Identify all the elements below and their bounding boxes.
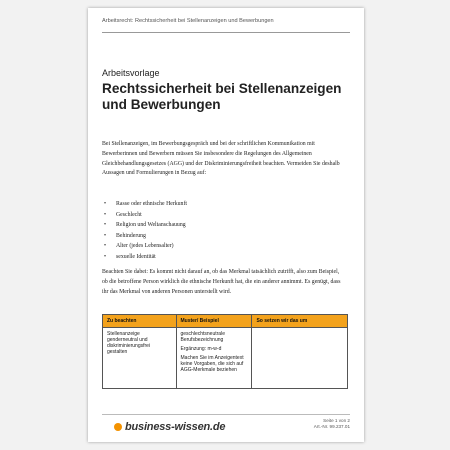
brand-dot-icon (114, 423, 122, 431)
list-item-text: Geschlecht (116, 211, 142, 218)
document-page (88, 8, 364, 442)
page-info (314, 418, 350, 430)
list-item-text: Religion und Weltanschauung (116, 222, 186, 229)
table-cell-implementation[interactable] (252, 328, 348, 389)
article-number: Art.-Nr. 99.237.01 (313, 424, 350, 429)
example-line: Machen Sie im Anzeigentext keine Vorgaben, die sich auf AGG-Merkmale beziehen (180, 355, 244, 373)
header-divider (102, 32, 350, 33)
example-line: Ergänzung: m-w-d (180, 346, 222, 352)
bullet-icon: • (104, 243, 107, 250)
document-title: Rechtssicherheit bei Stellenanzeigen und Bewerbungen (102, 81, 342, 112)
brand-logo (114, 421, 225, 433)
footer-divider (102, 414, 350, 415)
column-header: Zu beachten (103, 315, 177, 328)
running-header: Arbeitsrecht: Rechtssicherheit bei Stellenanzeigen und Bewerbungen (102, 18, 274, 24)
intro-paragraph: Bei Stellenanzeigen, im Bewerbungsgespräch und bei der schriftlichen Kommunikation mit Bewerberinnen und Bewerbern müssen Sie insbesondere die Regelungen des Allgemeinen Gleichbehandlungsgesetzes (AGG) und der Diskriminierungsfreiheit beachten. Vermeiden Sie deshalb Aussagen und Formulierungen in Bezug auf: (102, 141, 340, 177)
table-cell-example (176, 328, 252, 389)
note-paragraph: Beachten Sie dabei: Es kommt nicht darauf an, ob das Merkmal tatsächlich zutrifft, also zum Beispiel, ob die betroffene Person wirklich die ethnische Herkunft hat, die ein anderer annimmt. Es genügt, dass ihr das Merkmal von anderen Personen unterstellt wird. (102, 269, 341, 295)
document-kicker: Arbeitsvorlage (102, 68, 160, 78)
list-item-text: Rasse oder ethnische Herkunft (116, 201, 187, 207)
bullet-icon: • (104, 253, 107, 260)
bullet-icon: • (104, 211, 107, 218)
example-line: geschlechtsneutrale Berufsbezeichnung (180, 331, 225, 343)
list-item-text: Alter (jedes Lebensalter) (116, 243, 174, 250)
list-item (102, 199, 302, 210)
criteria-list (102, 199, 302, 263)
list-item (102, 252, 302, 263)
brand-name: business-wissen.de (125, 421, 226, 433)
table-row (103, 328, 348, 389)
checklist-table (102, 314, 348, 389)
list-item-text: sexuelle Identität (116, 253, 156, 260)
page-number: Seite 1 von 2 (323, 418, 350, 423)
list-item (102, 231, 302, 242)
list-item-text: Behinderung (116, 232, 146, 239)
list-item (102, 241, 302, 252)
table-header-row (103, 315, 348, 328)
list-item (102, 220, 302, 231)
list-item (102, 210, 302, 221)
column-header: Muster/ Beispiel (176, 315, 252, 328)
column-header: So setzen wir das um (252, 315, 348, 328)
bullet-icon: • (104, 201, 107, 207)
bullet-icon: • (104, 232, 107, 239)
bullet-icon: • (104, 222, 107, 229)
table-cell-requirement: Stellenanzeige genderneutral und diskriminierungsfrei gestalten (103, 328, 177, 389)
